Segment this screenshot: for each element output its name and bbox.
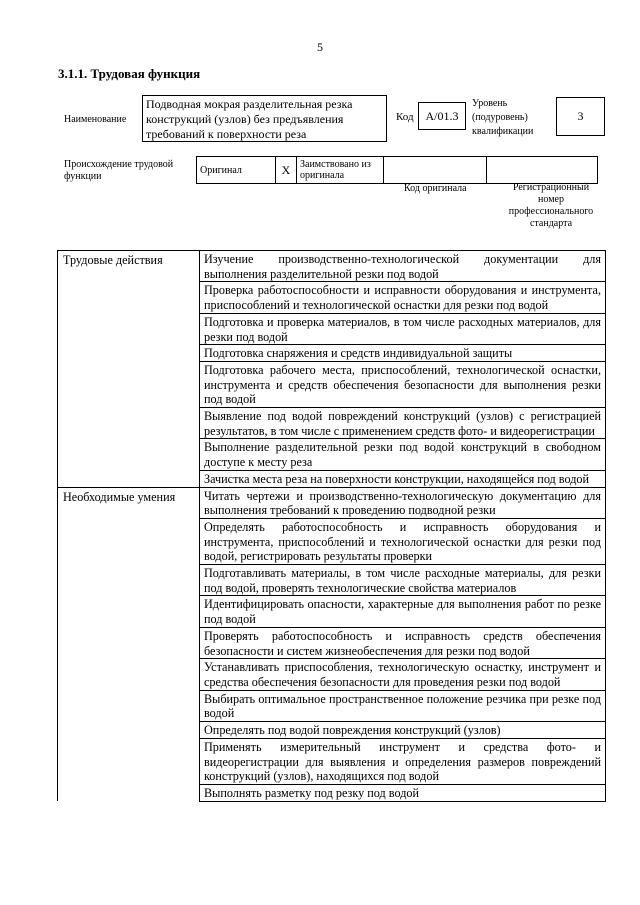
level-label bbox=[472, 98, 533, 138]
origin-label bbox=[64, 159, 173, 183]
origin-label-line-1: Происхождение трудовой bbox=[64, 159, 174, 170]
origin-label-line-2: функции bbox=[64, 171, 102, 182]
labor-action-item: Изучение производственно-технологической документации для выполнения разделительной резки под водой bbox=[200, 251, 606, 282]
skill-item: Применять измерительный инструмент и средства фото- и видеорегистрации для выявления и определения размеров повреждений конструкций (узлов), находящихся под водой bbox=[200, 738, 606, 784]
labor-action-item: Зачистка места реза на поверхности конструкции, находящейся под водой bbox=[200, 470, 606, 487]
reg-number-label-line-1: Регистрационный bbox=[512, 182, 590, 193]
skill-item: Подготавливать материалы, в том числе расходные материалы, для резки под водой, проверять технологические свойства материалов bbox=[200, 565, 606, 596]
level-label-line-1: Уровень bbox=[472, 98, 508, 109]
table-row bbox=[58, 487, 606, 518]
code-label: Код bbox=[396, 111, 414, 123]
labor-action-item: Выявление под водой повреждений конструкций (узлов) с регистрацией результатов, в том числе с применением средств фото- и видеорегистрации bbox=[200, 408, 606, 439]
section-title: 3.1.1. Трудовая функция bbox=[58, 66, 201, 81]
required-skills-section bbox=[58, 487, 606, 801]
code-original-label: Код оригинала bbox=[404, 183, 467, 194]
borrowed-label-line-1: Заимствовано из bbox=[300, 159, 371, 170]
table-row bbox=[58, 251, 606, 282]
skill-item: Выполнять разметку под резку под водой bbox=[200, 784, 606, 801]
reg-number-label bbox=[492, 182, 610, 230]
labor-actions-label: Трудовые действия bbox=[58, 251, 200, 488]
code-original-cell bbox=[384, 157, 487, 184]
borrowed-cell bbox=[297, 157, 384, 184]
reg-number-label-line-3: профессионального bbox=[508, 206, 594, 217]
original-cell: Оригинал bbox=[197, 157, 276, 184]
function-code-box: A/01.3 bbox=[418, 102, 466, 130]
reg-number-label-line-2: номер bbox=[538, 194, 564, 205]
function-name-box: Подводная мокрая разделительная резка конструкций (узлов) без предъявления требований к поверхности реза bbox=[142, 95, 387, 142]
skill-item: Читать чертежи и производственно-технологическую документацию для выполнения требований к проведению подводной резки bbox=[200, 487, 606, 518]
skill-item: Устанавливать приспособления, технологическую оснастку, инструмент и средства обеспечения безопасности для проведения резки под водой bbox=[200, 659, 606, 690]
function-table bbox=[57, 250, 606, 802]
level-label-line-2: (подуровень) bbox=[472, 112, 528, 123]
labor-action-item: Подготовка и проверка материалов, в том числе расходных материалов, для резки под водой bbox=[200, 313, 606, 344]
labor-action-item: Выполнение разделительной резки под водой конструкций в свободном доступе к месту реза bbox=[200, 439, 606, 470]
skill-item: Идентифицировать опасности, характерные для выполнения работ по резке под водой bbox=[200, 596, 606, 627]
level-label-line-3: квалификации bbox=[472, 126, 534, 137]
borrowed-label-line-2: оригинала bbox=[300, 170, 345, 181]
labor-action-item: Подготовка снаряжения и средств индивидуальной защиты bbox=[200, 345, 606, 362]
required-skills-label: Необходимые умения bbox=[58, 487, 200, 801]
original-mark: X bbox=[276, 157, 297, 184]
labor-actions-section bbox=[58, 251, 606, 488]
name-label: Наименование bbox=[64, 114, 127, 125]
skill-item: Проверять работоспособность и исправность средств обеспечения безопасности и систем жизнеобеспечения для резки под водой bbox=[200, 627, 606, 658]
labor-action-item: Проверка работоспособности и исправности оборудования и инструмента, приспособлений и технологической оснастки для резки под водой bbox=[200, 282, 606, 313]
skill-item: Выбирать оптимальное пространственное положение резчика при резке под водой bbox=[200, 690, 606, 721]
page-number: 5 bbox=[317, 40, 323, 54]
qualification-level-box: 3 bbox=[556, 97, 605, 136]
skill-item: Определять работоспособность и исправность оборудования и инструмента, приспособлений и технологической оснастки для резки под водой, регистрировать результаты проверки bbox=[200, 518, 606, 564]
reg-number-label-line-4: стандарта bbox=[529, 218, 573, 229]
skill-item: Определять под водой повреждения конструкций (узлов) bbox=[200, 722, 606, 739]
origin-table bbox=[196, 156, 598, 184]
labor-action-item: Подготовка рабочего места, приспособлений, технологической оснастки, инструмента и средств обеспечения безопасности для выполнения резки под водой bbox=[200, 361, 606, 407]
reg-number-cell bbox=[487, 157, 598, 184]
